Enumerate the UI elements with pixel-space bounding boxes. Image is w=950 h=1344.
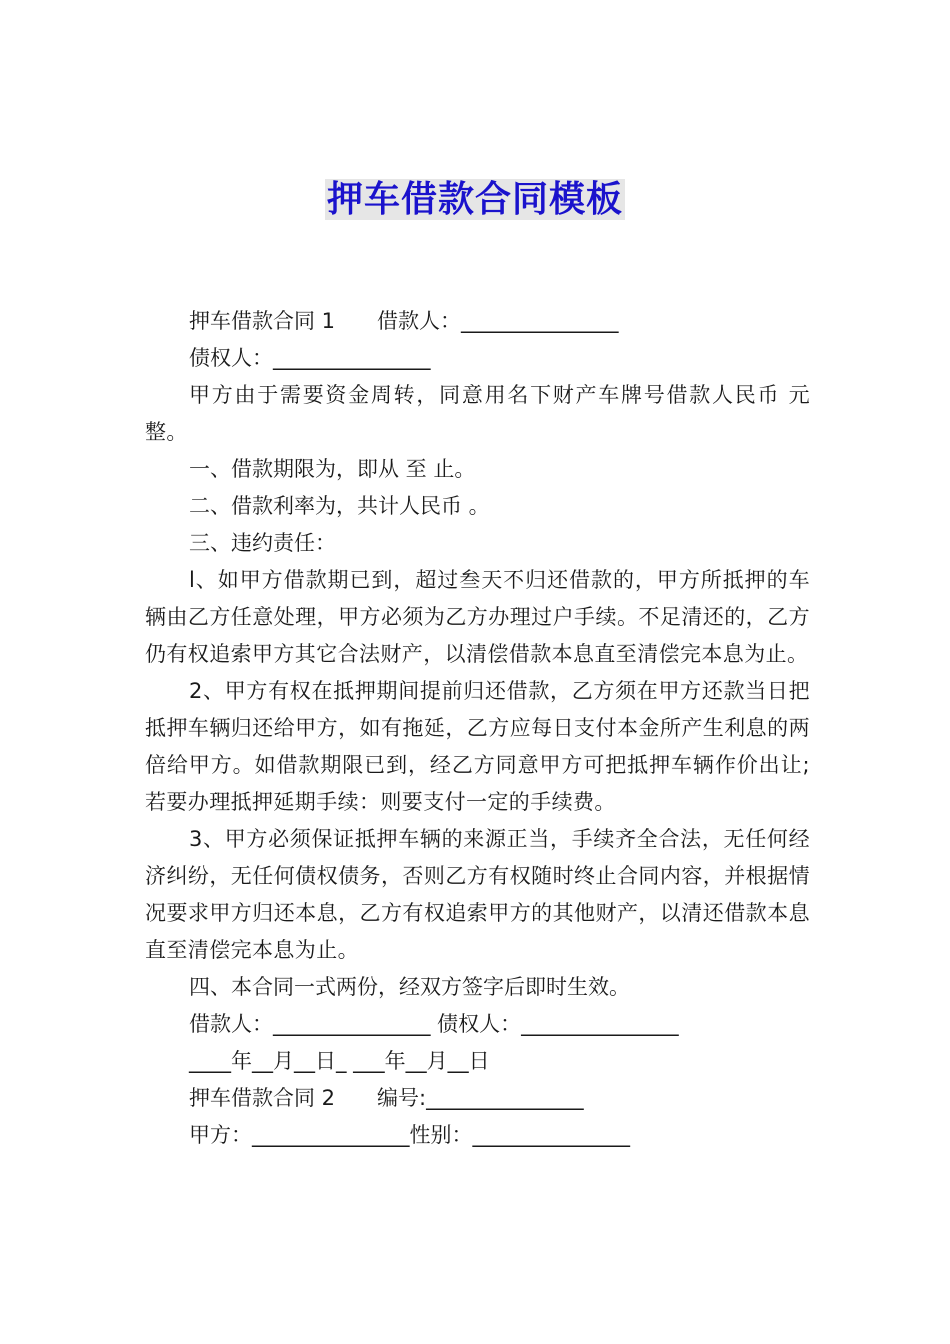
- paragraph-party-a-gender: 甲方：_______________性别：_______________: [189, 1123, 630, 1147]
- paragraph-intro: 甲方由于需要资金周转，同意用名下财产车牌号借款人民币 元整。: [145, 383, 810, 444]
- paragraph-clause-2: 二、借款利率为，共计人民币 。: [189, 494, 490, 518]
- paragraph-clause-3-item-3: 3、甲方必须保证抵押车辆的来源正当，手续齐全合法，无任何经济纠纷，无任何债权债务，否则乙方有权随时终止合同内容，并根据情况要求甲方归还本息，乙方有权追索甲方的其他财产，以清还借款本息直至清偿完本息为止。: [145, 827, 810, 962]
- paragraph-clause-4: 四、本合同一式两份，经双方签字后即时生效。: [189, 975, 630, 999]
- paragraph-signatures: 借款人：_______________ 债权人：_______________: [189, 1012, 679, 1036]
- document-body: [145, 303, 810, 1154]
- paragraph-dates: ____年__月__日_ ___年__月__日: [189, 1049, 490, 1073]
- paragraph-creditor: 债权人：_______________: [189, 346, 431, 370]
- document-title: [0, 174, 950, 226]
- paragraph-clause-3-heading: 三、违约责任：: [189, 531, 336, 555]
- paragraph-contract1-borrower: 押车借款合同 1 借款人：_______________: [189, 309, 619, 333]
- document-title-text: 押车借款合同模板: [326, 179, 623, 220]
- paragraph-clause-1: 一、借款期限为，即从 至 止。: [189, 457, 476, 481]
- paragraph-clause-3-item-1: l、如甲方借款期已到，超过叁天不归还借款的，甲方所抵押的车辆由乙方任意处理，甲方必须为乙方办理过户手续。不足清还的，乙方仍有权追索甲方其它合法财产，以清偿借款本息直至清偿完本息为止。: [145, 568, 810, 666]
- paragraph-clause-3-item-2: 2、甲方有权在抵押期间提前归还借款，乙方须在甲方还款当日把抵押车辆归还给甲方，如有拖延，乙方应每日支付本金所产生利息的两倍给甲方。如借款期限已到，经乙方同意甲方可把抵押车辆作价出让;若要办理抵押延期手续：则要支付一定的手续费。: [145, 679, 810, 814]
- paragraph-contract2-number: 押车借款合同 2 编号:_______________: [189, 1086, 584, 1110]
